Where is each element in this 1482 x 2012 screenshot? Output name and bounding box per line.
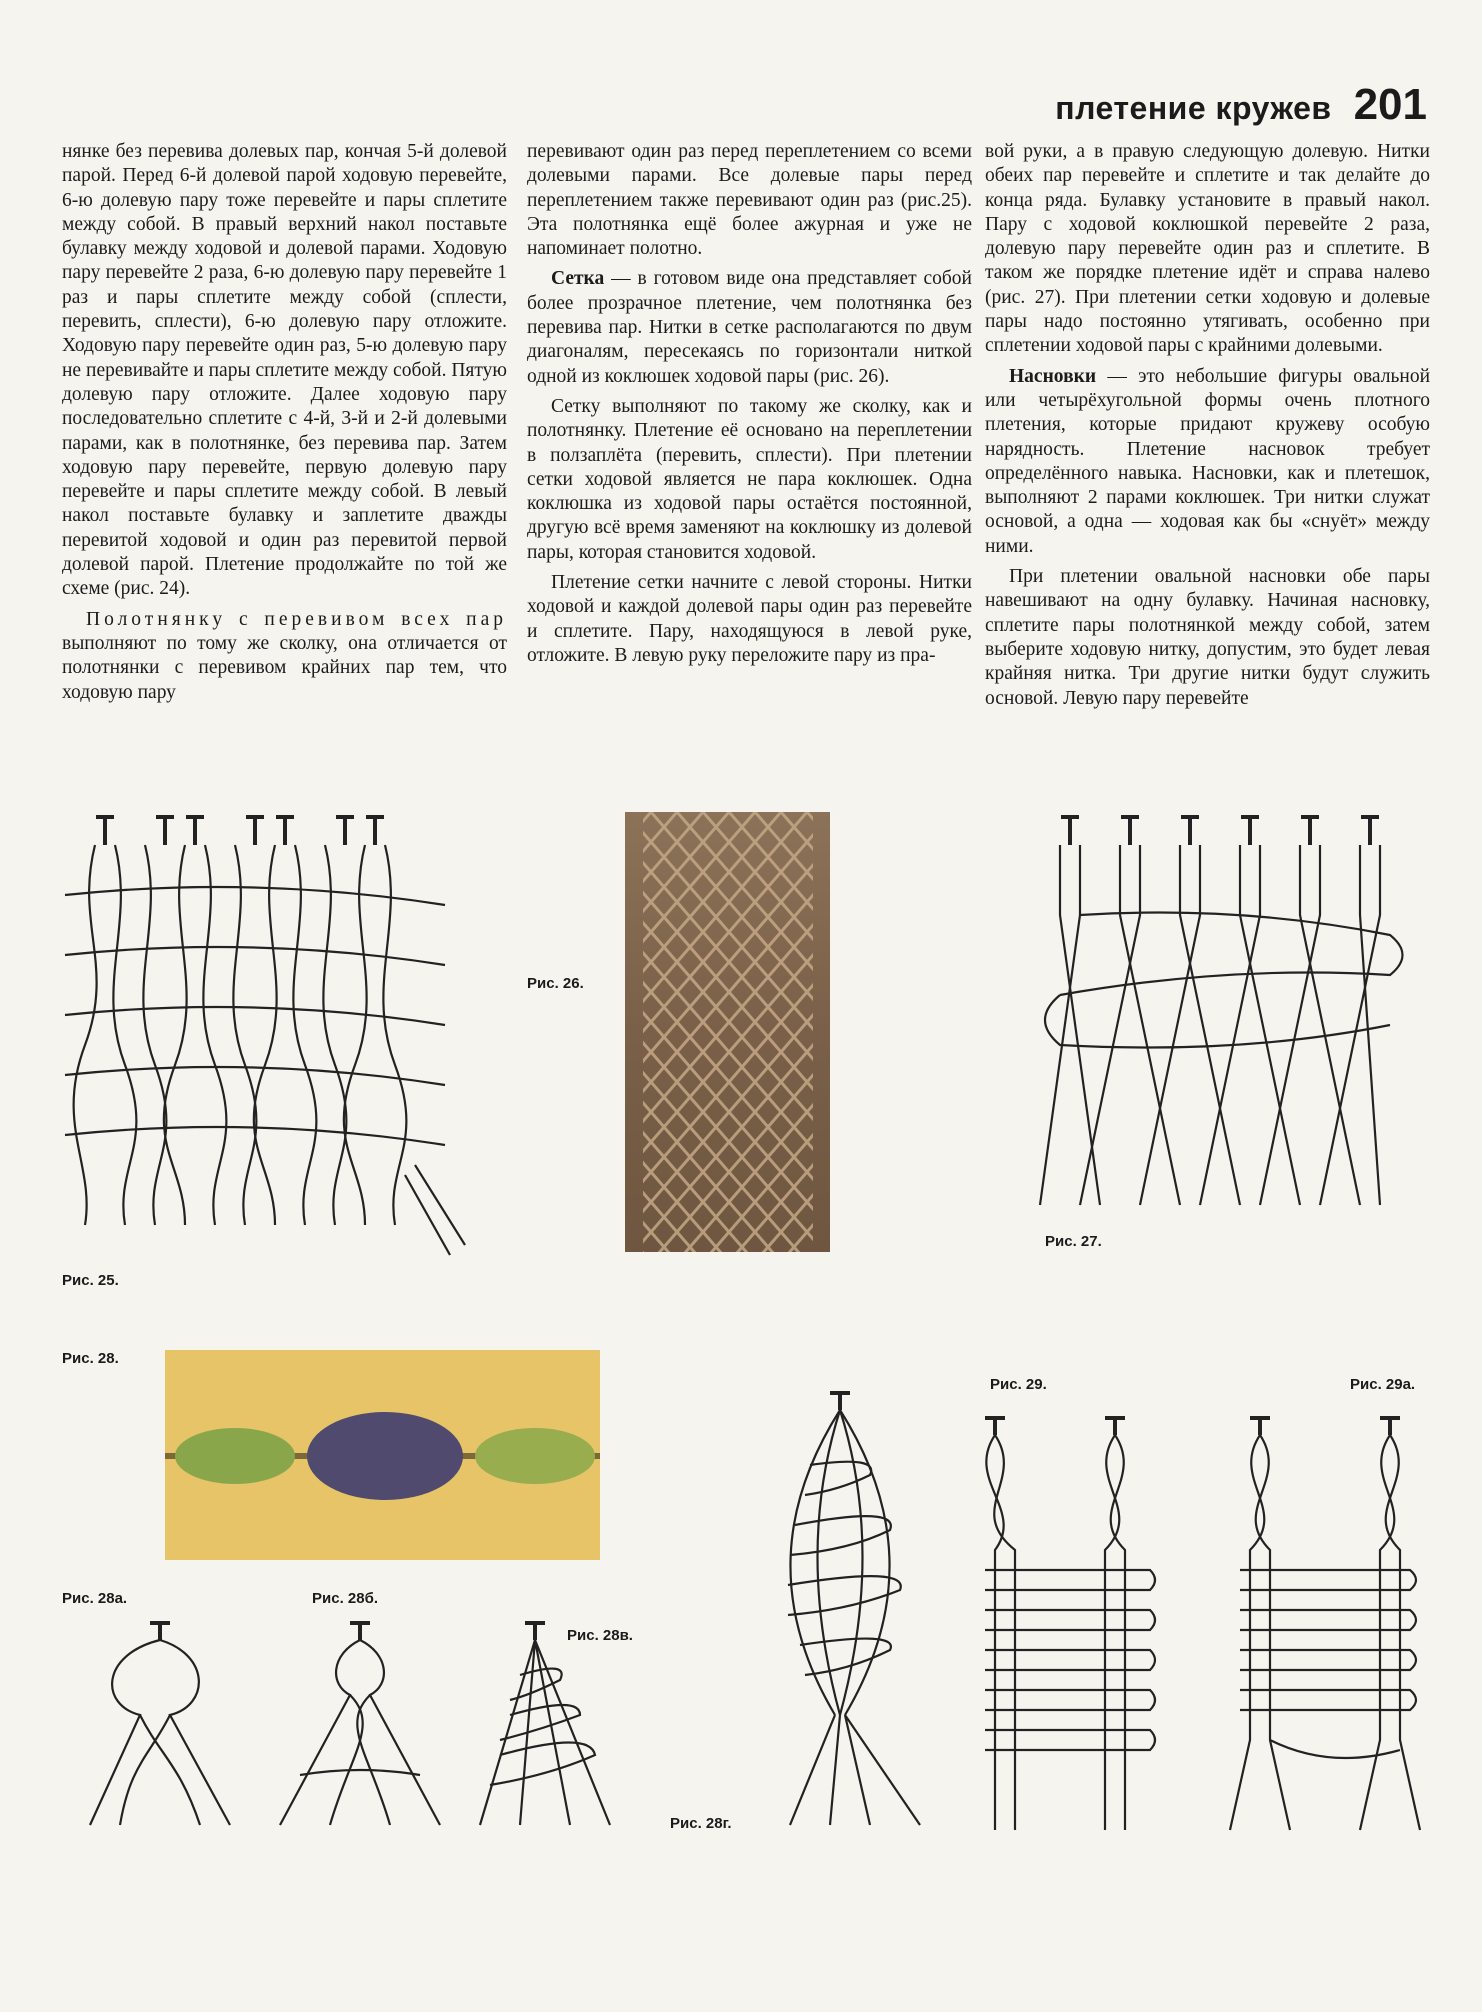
figure-26-photo xyxy=(625,812,830,1252)
figure-28b-caption: Рис. 28б. xyxy=(312,1590,379,1607)
paragraph-text: При плетении овальной насновки обе пары навешивают на одну булавку. Начиная насновку, сплетите пары полотнянкой между собой, затем выберите ходовую нитку, допустим, это будет левая крайняя нитка. Три другие нитки будут служить основой. Левую пару перевейте xyxy=(985,566,1430,709)
pin-icon xyxy=(336,817,354,845)
text-column-1 xyxy=(62,140,507,705)
figure-28v-diagram xyxy=(460,1615,660,1835)
paragraph-text: выполняют по тому же сколку, она отличается от полотнянки с перевивом крайних пар тем, что ходовую пару xyxy=(62,632,507,703)
paragraph xyxy=(985,140,1430,359)
paragraph xyxy=(985,565,1430,711)
pin-icon xyxy=(1301,817,1319,845)
pin-icon xyxy=(1121,817,1139,845)
pin-icon xyxy=(276,817,294,845)
paragraph-text: перевивают один раз перед переплетением со всеми долевыми парами. Все долевые пары перед переплетением также перевивают один раз (рис.25). Эта полотнянка ещё более ажурная и уже не напоминает полотно. xyxy=(527,141,972,260)
term-spaced: Полотнянку с перевивом всех пар xyxy=(86,608,507,630)
figure-28-caption: Рис. 28. xyxy=(62,1350,119,1367)
figure-28a-diagram xyxy=(60,1615,260,1835)
pin-icon xyxy=(1181,817,1199,845)
figure-29-diagram xyxy=(965,1410,1175,1840)
paragraph-text: Сетку выполняют по такому же сколку, как и полотнянку. Плетение её основано на переплетении в ползаплёта (перевить, сплести). При плетении сетки ходовой является не пара коклюшек. Одна коклюшка из ходовой пары остаётся постоянной, другую всё время заменяют на коклюшку из долевой пары, которая становится ходовой. xyxy=(527,395,972,563)
pin-icon xyxy=(1061,817,1079,845)
paragraph xyxy=(62,608,507,705)
pin-icon xyxy=(366,817,384,845)
paragraph xyxy=(62,140,507,602)
page-header xyxy=(1055,80,1427,130)
figure-28v-caption: Рис. 28в. xyxy=(567,1627,633,1644)
text-column-3 xyxy=(985,140,1430,711)
term-bold: Сетка xyxy=(551,268,605,290)
page-number: 201 xyxy=(1353,80,1427,129)
pin-icon xyxy=(1361,817,1379,845)
pin-icon xyxy=(186,817,204,845)
paragraph xyxy=(527,267,972,388)
paragraph-text: вой руки, а в правую следующую долевую. Нитки обеих пар перевейте и сплетите и так делайте до конца ряда. Булавку установите в правый накол. Пару с ходовой коклюшкой перевейте 2 раза, долевую пару перевейте один раз и сплетите. В таком же порядке плетение идёт и справа налево (рис. 27). При плетении сетки ходовую и долевые пары надо постоянно утягивать, особенно при сплетении ходовой пары с крайними долевыми. xyxy=(985,141,1430,357)
term-bold: Насновки xyxy=(1009,365,1097,387)
figure-28g-caption: Рис. 28г. xyxy=(670,1815,732,1832)
figure-29a-diagram xyxy=(1210,1410,1430,1840)
figure-28a-caption: Рис. 28а. xyxy=(62,1590,128,1607)
figure-28b-diagram xyxy=(260,1615,460,1835)
figure-27-diagram xyxy=(1020,805,1420,1225)
paragraph xyxy=(985,365,1430,559)
pin-icon xyxy=(96,817,114,845)
pin-icon xyxy=(1241,817,1259,845)
paragraph xyxy=(527,571,972,668)
figure-28-photo xyxy=(165,1350,600,1560)
figure-26-caption: Рис. 26. xyxy=(527,975,584,992)
pin-icon xyxy=(246,817,264,845)
figure-29a-caption: Рис. 29а. xyxy=(1350,1376,1416,1393)
figure-29-caption: Рис. 29. xyxy=(990,1376,1047,1393)
paragraph xyxy=(527,395,972,565)
figure-27-caption: Рис. 27. xyxy=(1045,1233,1102,1250)
paragraph xyxy=(527,140,972,261)
text-column-2 xyxy=(527,140,972,668)
figure-25-caption: Рис. 25. xyxy=(62,1272,119,1289)
figure-28g-diagram xyxy=(750,1385,950,1835)
paragraph-text: — это небольшие фигуры овальной или четырёхугольной формы очень плотного плетения, которые придают кружеву особую нарядность. Плетение насновок требует определённого навыка. Насновки, как и плетешок, выполняют 2 парами коклюшек. Три нитки служат основой, а одна — ходовая как бы «снуёт» между ними. xyxy=(985,365,1430,557)
paragraph-text: — в готовом виде она представляет собой более прозрачное плетение, чем полотнянка без перевива пар. Нитки в сетке располагаются по двум диагоналям, пересекаясь по горизонтали ниткой одной из коклюшек ходовой пары (рис. 26). xyxy=(527,268,972,387)
pin-icon xyxy=(156,817,174,845)
figure-25-diagram xyxy=(55,805,475,1265)
paragraph-text: Плетение сетки начните с левой стороны. Нитки ходовой и каждой долевой пары один раз перевейте и сплетите. Пару, находящуюся в левой руке, отложите. В левую руку переложите пару из пра- xyxy=(527,572,972,666)
paragraph-text: нянке без перевива долевых пар, кончая 5-й долевой парой. Перед 6-й долевой парой ходовую перевейте, 6-ю долевую пару тоже перевейте и пары сплетите между собой. В правый верхний накол поставьте булавку между ходовой и долевой парами. Ходовую пару перевейте 2 раза, 6-ю долевую пару перевейте 1 раз и пары сплетите между собой (сплести, перевить, сплести), 6-ю долевую пару отложите. Ходовую пару перевейте один раз, 5-ю долевую пару не перевивайте и пары сплетите между собой. Пятую долевую пару отложите. Далее ходовую пару последовательно сплетите с 4-й, 3-й и 2-й долевыми парами, как в полотнянке, без перевива пар. Затем ходовую пару перевейте, первую долевую пару перевейте и пары сплетите между собой. В левый накол поставьте булавку и заплетите дважды перевитой ходовой и один раз перевитой первой долевой парой. Плетение продолжайте по той же схеме (рис. 24). xyxy=(62,141,507,600)
section-title: плетение кружев xyxy=(1055,90,1332,126)
